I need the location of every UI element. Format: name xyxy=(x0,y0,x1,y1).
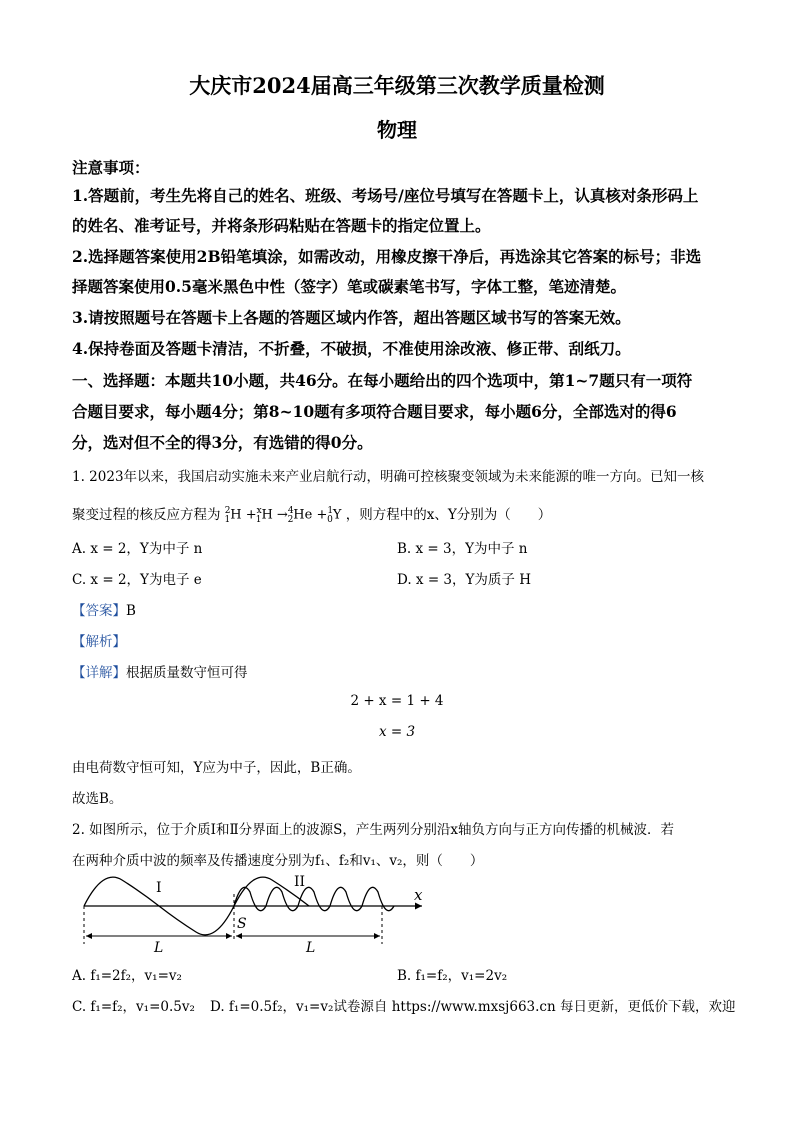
q2-option-d xyxy=(210,995,735,1015)
q1-option-d: D. x = 3，Y为质子 H xyxy=(397,572,531,588)
analysis-tag: 【解析】 xyxy=(72,634,126,650)
subject-title: 物理 xyxy=(377,118,417,142)
section1-line-1: 一、选择题：本题共10小题，共46分。在每小题给出的四个选项中，第1~7题只有一项符 xyxy=(72,371,693,390)
detail-text: 根据质量数守恒可得 xyxy=(126,665,248,681)
q2-stem-line-1: 2. 如图所示，位于介质Ⅰ和Ⅱ分界面上的波源S，产生两列分别沿x轴负方向与正方向传播的机械波．若 xyxy=(72,822,675,838)
q1-option-c: C. x = 2，Y为电子 e xyxy=(72,572,202,588)
q1-stem-line-2 xyxy=(72,503,551,525)
notice-line-1a: 1.答题前，考生先将自己的姓名、班级、考场号/座位号填写在答题卡上，认真核对条形码上 xyxy=(72,186,699,205)
q2-option-a: A. f₁=2f₂，v₁=v₂ xyxy=(72,968,182,984)
page-title: 大庆市2024届高三年级第三次教学质量检测 xyxy=(189,73,605,98)
q1-final: 故选B。 xyxy=(72,791,123,807)
notice-line-2b: 择题答案使用0.5毫米黑色中性（签字）笔或碳素笔书写，字体工整，笔迹清楚。 xyxy=(72,277,626,296)
section1-line-3: 分，选对但不全的得3分，有选错的得0分。 xyxy=(72,433,373,452)
detail-tag: 【详解】 xyxy=(72,665,126,681)
q2-option-d-text: D. f₁=0.5f₂，v₁=v₂ xyxy=(210,999,334,1015)
q1-equation-1: 2 + x = 1 + 4 xyxy=(350,693,444,709)
answer-tag: 【答案】 xyxy=(72,603,126,619)
notice-line-3: 3.请按照题号在答题卡上各题的答题区域内作答，超出答题区域书写的答案无效。 xyxy=(72,308,631,327)
wave-figure xyxy=(72,872,432,958)
q2-option-b: B. f₁=f₂，v₁=2v₂ xyxy=(397,968,508,984)
notice-line-1b: 的姓名、准考证号，并将条形码粘贴在答题卡的指定位置上。 xyxy=(72,216,491,235)
wave-medium-II xyxy=(234,887,394,910)
q1-answer xyxy=(72,599,136,619)
label-medium-II: II xyxy=(294,874,306,890)
notice-line-4: 4.保持卷面及答题卡清洁，不折叠，不破损，不准使用涂改液、修正带、刮纸刀。 xyxy=(72,339,631,358)
answer-value: B xyxy=(126,603,136,619)
q2-option-c: C. f₁=f₂，v₁=0.5v₂ xyxy=(72,999,195,1015)
label-L-left: L xyxy=(154,940,164,956)
section1-line-2: 合题目要求，每小题4分；第8~10题有多项符合题目要求，每小题6分，全部选对的得6 xyxy=(72,402,677,421)
q2-stem-line-2: 在两种介质中波的频率及传播速度分别为f₁、f₂和v₁、v₂，则（ ） xyxy=(72,853,484,869)
q1-stem-post: ，则方程中的x、Y分别为（ ） xyxy=(345,507,552,523)
label-L-right: L xyxy=(306,940,316,956)
notice-heading: 注意事项： xyxy=(72,158,150,177)
q1-stem-pre: 聚变过程的核反应方程为 xyxy=(72,507,221,523)
q1-stem-line-1: 1. 2023年以来，我国启动实施未来产业启航行动，明确可控核聚变领域为未来能源的唯一方向。已知一核 xyxy=(72,469,705,485)
source-footer-text: 试卷源自 https://www.mxsj663.cn 每日更新，更低价下载，欢迎 xyxy=(333,999,736,1015)
q1-conclusion: 由电荷数守恒可知，Y应为中子，因此，B正确。 xyxy=(72,760,361,776)
label-x-axis: x xyxy=(414,886,423,904)
label-medium-I: I xyxy=(156,880,162,896)
nuclear-equation: $^2_1$H +$^x_1$H →$^4_2$He +$^1_0$Y xyxy=(224,506,342,525)
q1-option-b: B. x = 3，Y为中子 n xyxy=(397,541,528,557)
notice-line-2a: 2.选择题答案使用2B铅笔填涂，如需改动，用橡皮擦干净后，再选涂其它答案的标号；非选 xyxy=(72,247,702,266)
q1-option-a: A. x = 2，Y为中子 n xyxy=(72,541,203,557)
q1-equation-2: x = 3 xyxy=(378,724,416,740)
q1-detail xyxy=(72,661,248,681)
label-source-S: S xyxy=(237,916,247,932)
